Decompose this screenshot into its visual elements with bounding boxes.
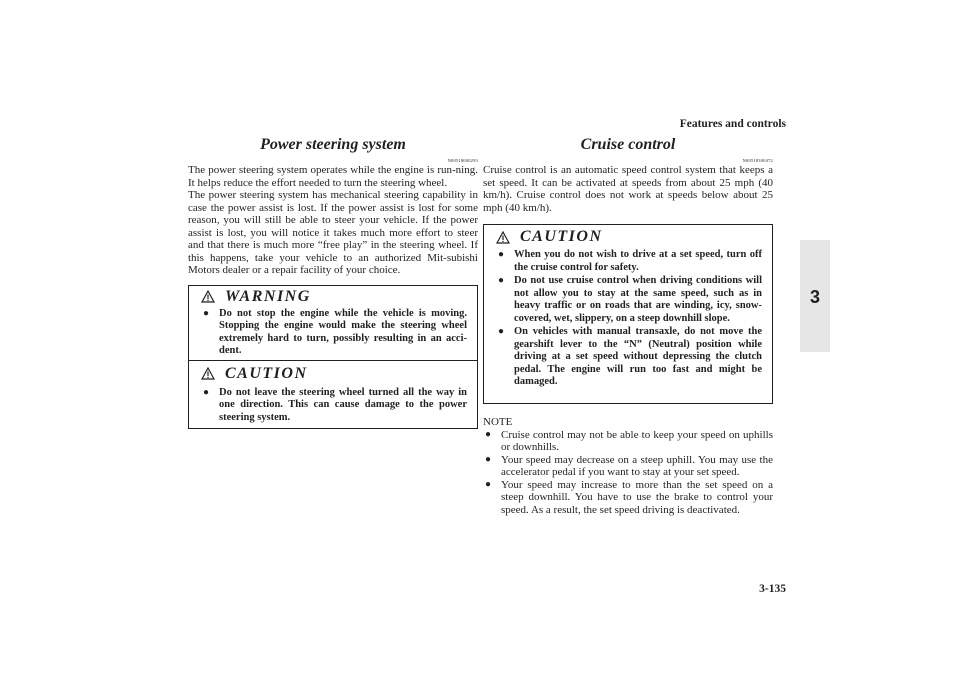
bullet-icon: ● xyxy=(203,386,210,398)
bullet-icon: ● xyxy=(498,249,505,260)
caution-item: ● Do not use cruise control when driving conditions will not allow you to stay at the same speed, such as in heavy traffic or on roads that are winding, icy, snow-covered, wet, slippery, on a steep downhill slope. xyxy=(498,275,762,324)
bullet-icon: ● xyxy=(485,453,492,465)
caution-item: ● Do not leave the steering wheel turned all the way in one direction. This can cause damage to the power steering system. xyxy=(203,386,467,423)
caution-item: ● When you do not wish to drive at a set speed, turn off the cruise control for safety. xyxy=(498,249,762,273)
caution-triangle-icon xyxy=(201,367,215,380)
note-item: ● Your speed may increase to more than the set speed on a steep downhill. You have to use the brake to control your speed. As a result, the set speed driving is deactivated. xyxy=(485,478,773,516)
power-steering-paragraph-2: The power steering system has mechanical steering capability in case the power assist is lost. If the power assist is lost for some reason, you will still be able to steer your vehicle. If the power assist is lost, you will notice it takes much more effort to steer and that there is much more “free play” in the steering wheel. If this happens, take your vehicle to an authorized Mit-subishi Motors dealer or a repair facility of your choice. xyxy=(188,189,478,276)
right-column xyxy=(483,136,773,516)
chapter-tab-number: 3 xyxy=(809,287,820,307)
left-column xyxy=(188,136,478,429)
caution-box-left xyxy=(188,361,478,429)
bullet-icon: ● xyxy=(498,326,505,337)
caution-list xyxy=(484,249,772,396)
note-list xyxy=(483,429,773,517)
section-code: N00518000293 xyxy=(447,158,478,163)
warning-list xyxy=(189,308,477,365)
warning-header xyxy=(189,286,477,308)
caution-title: CAUTION xyxy=(520,228,603,245)
warning-item: ● Do not stop the engine while the vehicle is moving. Stopping the engine would make the steering wheel extremely hard to turn, possibly resulting in an acci-dent. xyxy=(203,307,467,356)
power-steering-paragraph-1: The power steering system operates while the engine is run-ning. It helps reduce the effort needed to turn the steering wheel. xyxy=(188,164,478,189)
warning-box xyxy=(188,285,478,361)
caution-title: CAUTION xyxy=(225,364,308,382)
caution-header xyxy=(189,361,477,387)
caution-list xyxy=(189,387,477,432)
power-steering-heading: Power steering system xyxy=(260,136,406,153)
caution-header xyxy=(484,225,772,249)
caution-item: ● On vehicles with manual transaxle, do not move the gearshift lever to the “N” (Neutral) position while driving at a set speed without depressing the clutch pedal. The engine will run too fast and might be damaged. xyxy=(498,326,762,387)
bullet-icon: ● xyxy=(485,428,492,440)
note-item: ● Your speed may decrease on a steep uphill. You may use the accelerator pedal if you want to stay at your set speed. xyxy=(485,453,773,478)
note-label: NOTE xyxy=(483,416,513,428)
chapter-tab xyxy=(800,240,830,352)
bullet-icon: ● xyxy=(498,275,505,286)
bullet-icon: ● xyxy=(203,307,210,319)
cruise-control-heading: Cruise control xyxy=(580,136,676,153)
note-item: ● Cruise control may not be able to keep your speed on uphills or downhills. xyxy=(485,428,773,453)
page-number: 3-135 xyxy=(759,583,786,595)
note-section xyxy=(483,416,773,516)
warning-title: WARNING xyxy=(225,287,311,305)
caution-box-right xyxy=(483,224,773,404)
caution-triangle-icon xyxy=(496,231,510,244)
section-title: Features and controls xyxy=(679,118,786,130)
section-code: N00518300472 xyxy=(742,158,773,163)
cruise-control-paragraph: Cruise control is an automatic speed control system that keeps a set speed. It can be activated at speeds from about 25 mph (40 km/h). Cruise control does not work at speeds below about 25 mph (40 km/h). xyxy=(483,164,773,214)
warning-triangle-icon xyxy=(201,290,215,303)
bullet-icon: ● xyxy=(485,478,492,490)
